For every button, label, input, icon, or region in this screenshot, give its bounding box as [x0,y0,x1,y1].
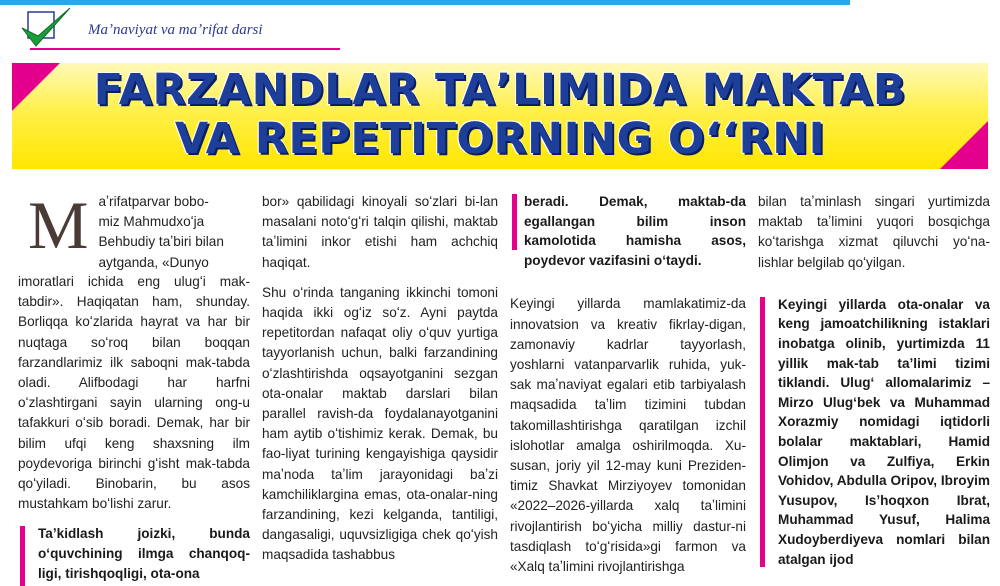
intro-line-2: miz Mahmudxoʻja [98,214,205,230]
column-4-paragraph: bilan taʼminlash singari yurtimizda maktab taʼlimini yuqori bosqichga koʻtarishga xizmat qiluvchi yoʻna-lishlar belgilab qoʻyilgan. [758,194,990,270]
pull-quote-bar [512,194,517,250]
top-corner-area [850,0,1000,5]
column-3-pull-quote [510,192,746,270]
column-3-pull-quote-text: beradi. Demak, maktab-da egallangan bilim inson kamolotida hamisha asos, poydevor vazifasini oʻtaydi. [524,194,746,268]
intro-line-4: aytganda, «Dunyo [98,254,209,270]
article-column-2 [262,192,498,566]
intro-block [18,187,250,272]
article-column-4 [758,192,990,569]
column-3-paragraph: Keyingi yillarda mamlakatimiz-da innovatsion va kreativ fikrlay-digan, zamonaviy kadrlar tayyorlash, yoshlarni vatanparvarlik ruhida, yuk-sak maʼnaviyat egalari etib tarbiyalash maqsadida taʼlim tizimini tubdan takomillashtirishga qaratilgan izchil islohotlar amalga oshirilmoqda. Xu-susan, joriy yil 12-may kuni Preziden-timiz Shavkat Mirziyoyev tomonidan «2022–2026-yillarda xalq taʼlimini rivojlantirish boʻyicha milliy dastur-ni tasdiqlash toʻgʻrisida»gi farmon va «Xalq taʼlimini rivojlantirishga [510,296,746,575]
column-1-pull-quote-text: Taʼkidlash joizki, bunda oʻquvchining ilmga chanqoq-ligi, tirishqoqligi, ota-ona [38,526,250,581]
column-1-pull-quote [18,524,250,583]
column-4-pull-quote-text: Keyingi yillarda ota-onalar va keng jamoatchilikning istaklari inobatga olinib, yurtimizda 11 yillik mak-tab taʼlimi tizimi tiklandi. Ulugʻ allomalarimiz – Mirzo Ulugʻbek va Muhammad Xorazmiy nomidagi iqtidorli bolalar maktablari, Hamid Olimjon va Zulfiya, Erkin Vohidov, Abdulla Oripov, Ibroyim Yusupov, Isʼhoqxon Ibrat, Muhammad Yusuf, Halima Xudoyberdiyeva nomlari bilan atalgan ijod [778,296,990,567]
section-underline [30,48,340,50]
intro-line-3: Behbudiy taʼbiri bilan [98,234,224,250]
headline [12,66,988,164]
section-title: Maʼnaviyat va maʼrifat darsi [88,22,263,38]
column-2-paragraph-1: bor» qabilidagi kinoyali soʻzlari bi-lan masalani notoʻgʻri talqin qilishi, maktab taʼlimini inkor etishi ham achchiq haqiqat. [262,194,498,270]
article-column-1 [18,187,250,583]
checkmark-icon [18,6,74,54]
article-column-3 [510,192,746,577]
drop-cap: M [28,187,89,263]
pull-quote-bar [760,297,765,567]
column-4-pull-quote [758,295,990,569]
pull-quote-bar [20,526,25,586]
intro-line-1: aʼrifatparvar bobo- [98,194,209,209]
headline-banner [12,63,988,169]
column-2-paragraph-2: Shu oʻrinda tanganing ikkinchi tomoni haqida ikki ogʻiz soʻz. Ayni paytda repetitordan nafaqat oliy oʻquv yurtiga tayyorlanish uchun, balki farzandining oʻzlashtirishda oqsayotganini sezgan ota-onalar maktab darslari bilan parallel ravish-da foydalanayotganini ham aytib oʻtishimiz kerak. Demak, bu fao-liyat turining kengayishiga qaysidir maʼnoda taʼlim jarayonidagi baʼzi kamchiliklargina emas, ota-onalar-ning farzandining, kezi kelganda, tantiligi, dangasaligi, uquvsizligiga chek qoʻyish maqsadida tashabbus [262,284,498,563]
column-1-paragraph: imoratlari ichida eng ulugʻi mak-tabdir». Haqiqatan ham, shunday. Borliqqa koʻzlarida hayrat va har bir nuqtaga soʻroq bilan boqqan farzandlarimiz ilk saboqni mak-tabda oladi. Alifbodagi har harfni oʻzlashtirgani sayin ularning ong-u tafakkuri oʻsib boradi. Demak, har bir bilim ufqi keng shaxsning ilm poydevoriga birinchi gʻisht mak-tabda qoʻyiladi. Binobarin, bu asos mustahkam boʻlishi zarur. [18,274,250,512]
headline-line-2: VA REPETITORNING OʻʻRNI [174,114,826,164]
headline-line-1: FARZANDLAR TAʼLIMIDA MAKTAB [93,65,907,115]
top-accent-bar [0,0,1000,5]
